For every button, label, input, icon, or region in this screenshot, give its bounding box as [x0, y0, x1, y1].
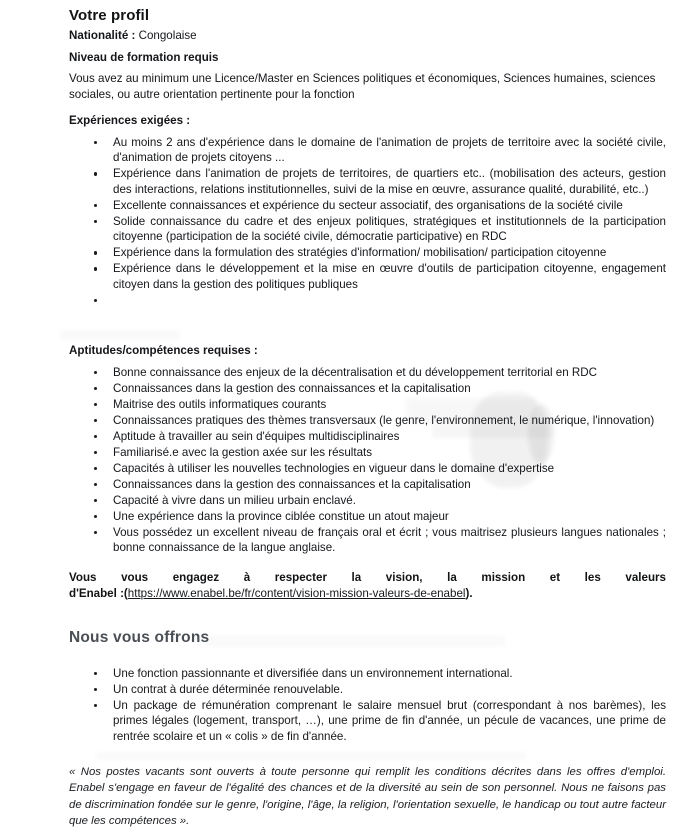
list-item: Bonne connaissance des enjeux de la décentralisation et du développement territorial en RDC [69, 365, 666, 380]
education-label: Niveau de formation requis [69, 51, 219, 64]
nationality-line [69, 28, 666, 44]
offer-list [69, 666, 666, 744]
list-item: Une expérience dans la province ciblée constitue un atout majeur [69, 509, 666, 524]
skills-list-block [69, 365, 666, 556]
pledge-prefix: d'Enabel :( [69, 587, 128, 600]
list-item: Capacité à vivre dans un milieu urbain enclavé. [69, 493, 666, 508]
list-item: Aptitude à travailler au sein d'équipes multidisciplinaires [69, 429, 666, 444]
list-item: Au moins 2 ans d'expérience dans le domaine de l'animation de projets de territoire avec la société civile, d'animation de projets citoyens ... [69, 135, 666, 166]
offer-heading: Nous vous offrons [69, 629, 210, 646]
list-item: Expérience dans l'animation de projets de territoires, de quartiers etc.. (mobilisation des acteurs, gestion des interactions, relations institutionnelles, suivi de la mise en œuvre, assurance qualité, durabilité, etc..) [69, 166, 666, 197]
list-item: Familiarisé.e avec la gestion axée sur les résultats [69, 445, 666, 460]
list-item: Vous possédez un excellent niveau de français oral et écrit ; vous maitrisez plusieurs langues nationales ; bonne connaissance de la langue anglaise. [69, 525, 666, 556]
experience-list-block [69, 135, 666, 307]
skills-label-block [69, 343, 666, 359]
list-item: Connaissances pratiques des thèmes transversaux (le genre, l'environnement, le numérique, l'innovation) [69, 413, 666, 428]
equal-opportunity-disclaimer: « Nos postes vacants sont ouverts à toute personne qui remplit les conditions décrites dans les offres d'emploi. Enabel s'engage en faveur de l'égalité des chances et de la diversité au sein de son personnel. Nous ne faisons pas de discrimination fondée sur le genre, l'origine, l'âge, la religion, l'orientation sexuelle, le handicap ou tout autre facteur que les compétences ». [69, 766, 666, 828]
disclaimer-block [69, 764, 666, 830]
skills-label: Aptitudes/compétences requises : [69, 344, 258, 357]
pledge-suffix: ). [465, 587, 473, 600]
pledge-block [69, 570, 666, 602]
page-title: Votre profil [69, 7, 150, 24]
nationality-value: Congolaise [135, 29, 197, 42]
experience-label: Expériences exigées : [69, 114, 191, 127]
experience-label-block [69, 113, 666, 129]
experience-list [69, 135, 666, 307]
list-item: Une fonction passionnante et diversifiée dans un environnement international. [69, 666, 666, 681]
list-item: Un contrat à durée déterminée renouvelable. [69, 682, 666, 697]
list-item: Capacités à utiliser les nouvelles technologies en vigueur dans le domaine d'expertise [69, 461, 666, 476]
offer-heading-block [69, 628, 666, 648]
list-item: Un package de rémunération comprenant le salaire mensuel brut (correspondant à nos barèmes), les primes légales (logement, transport, …), une prime de fin d'année, un pécule de vacances, une prime de rentrée scolaire et un « colis » de fin d'année. [69, 698, 666, 744]
list-item: Expérience dans la formulation des stratégies d'information/ mobilisation/ participation citoyenne [69, 245, 666, 260]
list-item: Connaissances dans la gestion des connaissances et la capitalisation [69, 381, 666, 396]
list-item: Expérience dans le développement et la mise en œuvre d'outils de participation citoyenne, engagement citoyen dans la gestion des politiques publiques [69, 261, 666, 292]
pledge-line-1: Vous vous engagez à respecter la vision, la mission et les valeurs [69, 571, 666, 584]
education-label-block [69, 50, 666, 66]
offer-list-block [69, 666, 666, 745]
pledge-text [69, 570, 666, 602]
profile-section [69, 6, 666, 25]
list-item: Excellente connaissances et expérience du secteur associatif, des organisations de la société civile [69, 198, 666, 213]
education-text-block [69, 71, 666, 102]
skills-list [69, 365, 666, 556]
list-item: Solide connaissance du cadre et des enjeux politiques, stratégiques et institutionnels de la participation citoyenne (participation de la société civile, démocratie participative) en RDC [69, 214, 666, 245]
list-item: Maitrise des outils informatiques courants [69, 397, 666, 412]
nationality-label-text: Nationalité : [69, 29, 136, 42]
education-text: Vous avez au minimum une Licence/Master en Sciences politiques et économiques, Sciences humaines, sciences sociales, ou autre orientation pertinente pour la fonction [69, 72, 656, 101]
list-item-empty [69, 293, 666, 307]
nationality-label [69, 28, 666, 44]
enabel-values-link[interactable]: https://www.enabel.be/fr/content/vision-mission-valeurs-de-enabel [127, 587, 466, 600]
list-item: Connaissances dans la gestion des connaissances et la capitalisation [69, 477, 666, 492]
